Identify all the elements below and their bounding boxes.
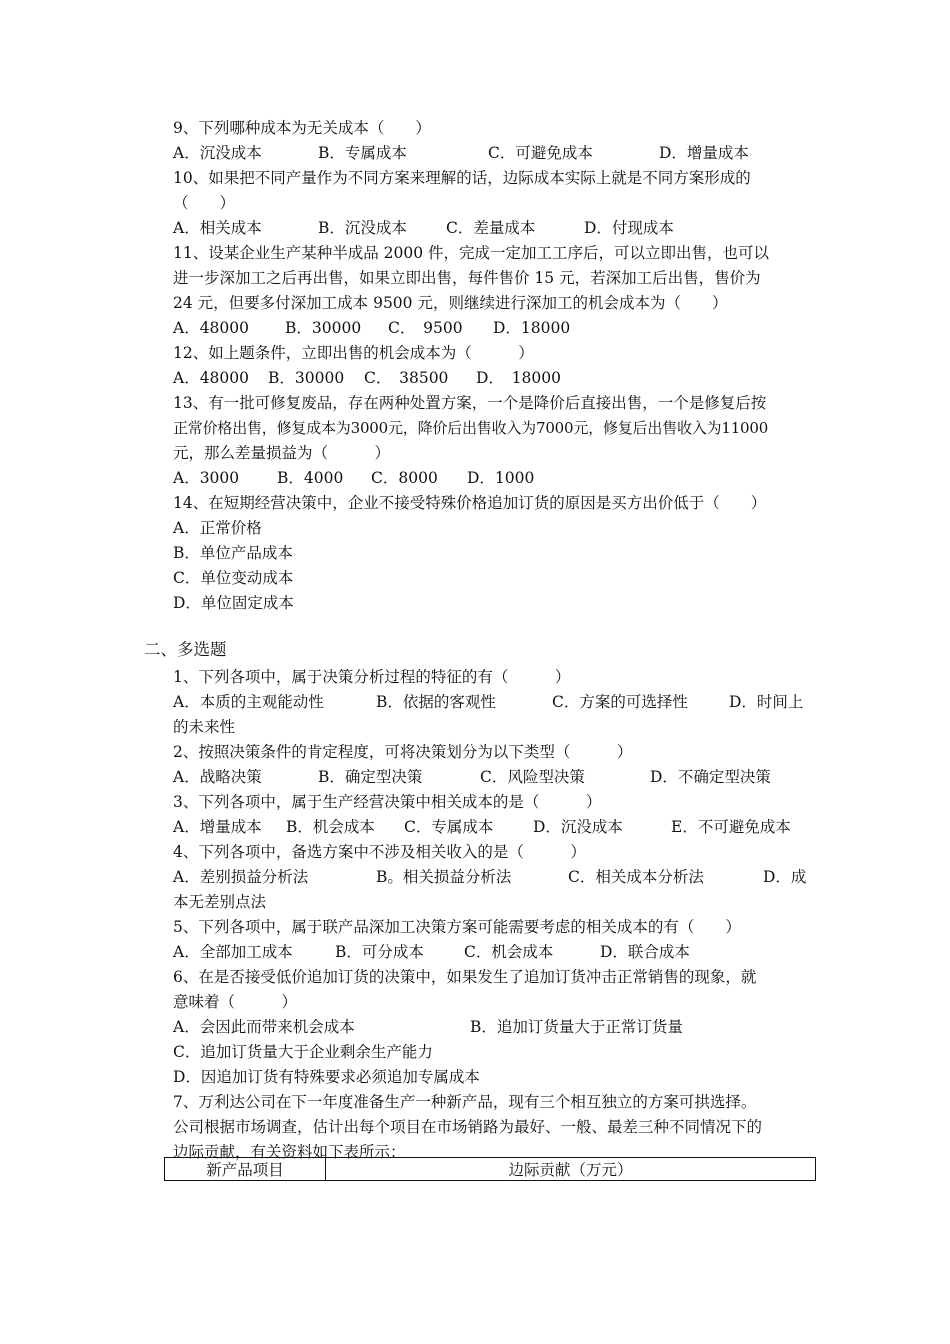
m2-option-d: D．不确定型决策 bbox=[650, 768, 771, 786]
m6-option-c: C．追加订货量大于企业剩余生产能力 bbox=[173, 1043, 433, 1061]
q12-option-a: A．48000 bbox=[173, 369, 250, 387]
m4-option-b: B。相关损益分析法 bbox=[376, 868, 512, 886]
q11-option-d: D．18000 bbox=[493, 319, 571, 337]
q13-stem-line1: 13、有一批可修复废品，存在两种处置方案，一个是降价后直接出售，一个是修复后按 bbox=[173, 394, 767, 412]
q11-stem-line2: 进一步深加工之后再出售，如果立即出售，每件售价 15 元，若深加工后出售，售价为 bbox=[173, 269, 761, 287]
m7-stem-line2: 公司根据市场调查，估计出每个项目在市场销路为最好、一般、最差三种不同情况下的 bbox=[173, 1118, 763, 1136]
q9-option-c: C．可避免成本 bbox=[488, 144, 593, 162]
m3-option-c: C．专属成本 bbox=[404, 818, 494, 836]
m5-option-c: C．机会成本 bbox=[464, 943, 554, 961]
q13-option-a: A．3000 bbox=[173, 469, 240, 487]
m2-option-a: A．战略决策 bbox=[173, 768, 262, 786]
m2-option-c: C．风险型决策 bbox=[480, 768, 585, 786]
q11-stem-line3: 24 元，但要多付深加工成本 9500 元，则继续进行深加工的机会成本为（ ） bbox=[173, 294, 728, 312]
m4-option-d-continued: 本无差别点法 bbox=[173, 893, 267, 911]
q10-option-a: A．相关成本 bbox=[173, 219, 262, 237]
m4-option-d: D．成 bbox=[763, 868, 807, 886]
m2-stem: 2、按照决策条件的肯定程度，可将决策划分为以下类型（ ） bbox=[173, 743, 633, 761]
q9-option-d: D．增量成本 bbox=[659, 144, 749, 162]
m1-option-d: D．时间上 bbox=[729, 693, 804, 711]
q11-option-a: A．48000 bbox=[173, 319, 250, 337]
m3-option-b: B．机会成本 bbox=[286, 818, 375, 836]
m7-stem-line1: 7、万利达公司在下一年度准备生产一种新产品，现有三个相互独立的方案可拱选择。 bbox=[173, 1093, 757, 1111]
q14-option-b: B．单位产品成本 bbox=[173, 544, 293, 562]
q10-option-b: B．沉没成本 bbox=[318, 219, 407, 237]
q12-option-c: C． 38500 bbox=[364, 369, 449, 387]
m6-option-a: A．会因此而带来机会成本 bbox=[173, 1018, 355, 1036]
m1-option-a: A．本质的主观能动性 bbox=[173, 693, 324, 711]
m3-option-a: A．增量成本 bbox=[173, 818, 262, 836]
m5-stem: 5、下列各项中，属于联产品深加工决策方案可能需要考虑的相关成本的有（ ） bbox=[173, 918, 741, 936]
table-header-contribution: 边际贡献（万元） bbox=[326, 1158, 816, 1181]
m6-stem-line1: 6、在是否接受低价追加订货的决策中，如果发生了追加订货冲击正常销售的现象，就 bbox=[173, 968, 757, 986]
q14-stem: 14、在短期经营决策中，企业不接受特殊价格追加订货的原因是买方出价低于（ ） bbox=[173, 494, 767, 512]
q10-stem-line2: （ ） bbox=[173, 194, 236, 212]
m5-option-a: A．全部加工成本 bbox=[173, 943, 293, 961]
q11-option-c: C． 9500 bbox=[388, 319, 463, 337]
q13-stem-line2: 正常价格出售，修复成本为3000元，降价后出售收入为7000元，修复后出售收入为11000 bbox=[173, 419, 769, 437]
q12-option-b: B．30000 bbox=[268, 369, 345, 387]
m2-option-b: B．确定型决策 bbox=[318, 768, 423, 786]
m3-stem: 3、下列各项中，属于生产经营决策中相关成本的是（ ） bbox=[173, 793, 602, 811]
m6-stem-line2: 意味着（ ） bbox=[173, 993, 298, 1011]
q9-stem: 9、下列哪种成本为无关成本（ ） bbox=[173, 119, 431, 137]
m3-option-d: D．沉没成本 bbox=[533, 818, 623, 836]
q13-stem-line3: 元，那么差量损益为（ ） bbox=[173, 444, 391, 462]
q10-option-c: C．差量成本 bbox=[446, 219, 536, 237]
q9-option-b: B．专属成本 bbox=[318, 144, 407, 162]
q11-stem-line1: 11、设某企业生产某种半成品 2000 件，完成一定加工工序后，可以立即出售，也可以 bbox=[173, 244, 770, 262]
m6-option-b: B．追加订货量大于正常订货量 bbox=[470, 1018, 683, 1036]
q12-stem: 12、如上题条件，立即出售的机会成本为（ ） bbox=[173, 344, 534, 362]
m3-option-e: E．不可避免成本 bbox=[671, 818, 791, 836]
marginal-contribution-table bbox=[164, 1157, 816, 1181]
m1-option-d-continued: 的未来性 bbox=[173, 718, 236, 736]
q13-option-b: B．4000 bbox=[277, 469, 344, 487]
q11-option-b: B．30000 bbox=[285, 319, 362, 337]
m5-option-d: D．联合成本 bbox=[600, 943, 690, 961]
q13-option-c: C．8000 bbox=[371, 469, 438, 487]
m4-option-a: A．差别损益分析法 bbox=[173, 868, 309, 886]
m5-option-b: B．可分成本 bbox=[335, 943, 424, 961]
q10-stem-line1: 10、如果把不同产量作为不同方案来理解的话，边际成本实际上就是不同方案形成的 bbox=[173, 169, 751, 187]
m1-stem: 1、下列各项中，属于决策分析过程的特征的有（ ） bbox=[173, 668, 571, 686]
m6-option-d: D．因追加订货有特殊要求必须追加专属成本 bbox=[173, 1068, 480, 1086]
q14-option-a: A．正常价格 bbox=[173, 519, 262, 537]
m4-option-c: C．相关成本分析法 bbox=[568, 868, 704, 886]
section-heading-multiple-choice: 二、多选题 bbox=[144, 640, 227, 659]
q14-option-c: C．单位变动成本 bbox=[173, 569, 294, 587]
q12-option-d: D． 18000 bbox=[476, 369, 561, 387]
q13-option-d: D．1000 bbox=[467, 469, 535, 487]
m7-stem-line3: 边际贡献，有关资料如下表所示： bbox=[173, 1143, 406, 1161]
m1-option-b: B．依据的客观性 bbox=[376, 693, 496, 711]
m4-stem: 4、下列各项中，备选方案中不涉及相关收入的是（ ） bbox=[173, 843, 586, 861]
table-header-row bbox=[165, 1158, 816, 1181]
table-header-product: 新产品项目 bbox=[165, 1158, 326, 1181]
q9-option-a: A．沉没成本 bbox=[173, 144, 262, 162]
m1-option-c: C．方案的可选择性 bbox=[552, 693, 688, 711]
q14-option-d: D．单位固定成本 bbox=[173, 594, 294, 612]
q10-option-d: D．付现成本 bbox=[584, 219, 674, 237]
